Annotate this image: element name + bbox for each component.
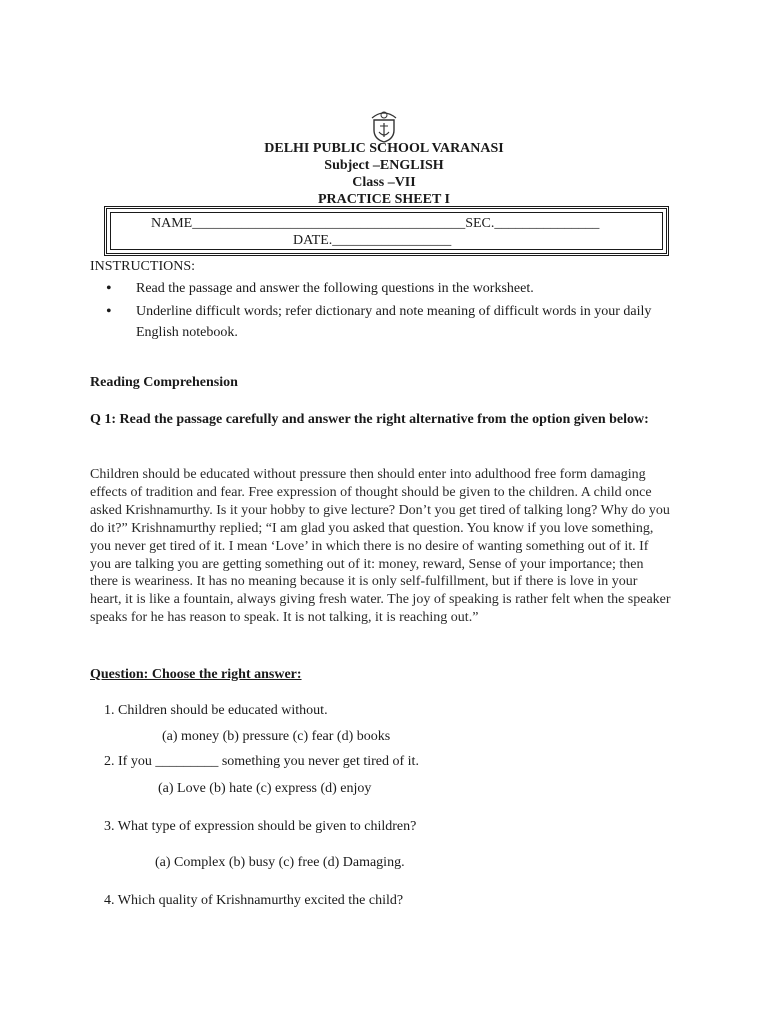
question-1-heading: Q 1: Read the passage carefully and answer the right alternative from the option given below: — [90, 412, 649, 427]
question-options: (a) money (b) pressure (c) fear (d) books — [162, 729, 391, 744]
instructions-title: INSTRUCTIONS: — [90, 259, 196, 274]
instructions-list — [100, 278, 680, 345]
reading-passage: Children should be educated without pressure then should enter into adulthood free form damaging effects of tradition and fear. Free expression of thought should be given to the children. A child once asked Krishnamurthy. Is it your hobby to give lecture? Don’t you get tired of talking long? Why do you do it?” Krishnamurthy replied; “I am glad you asked that question. You know if you love something, you never get tired of it. I mean ‘Love’ in which there is no desire of wanting something out of it. If you are talking you are getting something out of it: money, reward, Sense of your importance; then there is weariness. It has no meaning because it is only self-fulfillment, but if there is love in your heart, it is like a fountain, always giving fresh water. The joy of speaking is rather felt when the speaker speaks for he has reason to speak. It is not talking, it is reaching out.” — [90, 467, 671, 626]
date-field[interactable]: DATE._________________ — [293, 233, 452, 248]
question-options: (a) Complex (b) busy (c) free (d) Damaging. — [155, 855, 405, 870]
sheet-title: PRACTICE SHEET I — [317, 192, 450, 207]
question-item: 3. What type of expression should be given to children? — [104, 819, 417, 834]
question-item: 2. If you _________ something you never get tired of it. — [104, 754, 419, 769]
class-line: Class –VII — [352, 175, 416, 190]
subject-line: Subject –ENGLISH — [324, 158, 444, 173]
name-section-field[interactable]: NAME_______________________________________SEC._______________ — [151, 216, 600, 231]
worksheet-header — [0, 140, 768, 208]
question-item: 4. Which quality of Krishnamurthy excited the child? — [104, 893, 404, 908]
school-emblem-icon — [368, 106, 400, 144]
school-name: DELHI PUBLIC SCHOOL VARANASI — [264, 141, 504, 156]
instruction-item: • Read the passage and answer the following questions in the worksheet. — [100, 278, 680, 299]
question-item: 1. Children should be educated without. — [104, 703, 328, 718]
student-info-box — [104, 206, 669, 256]
instruction-item: • Underline difficult words; refer dictionary and note meaning of difficult words in your daily English notebook. — [100, 301, 680, 343]
questions-heading: Question: Choose the right answer: — [90, 667, 302, 682]
section-title: Reading Comprehension — [90, 375, 238, 390]
question-options: (a) Love (b) hate (c) express (d) enjoy — [158, 781, 372, 796]
